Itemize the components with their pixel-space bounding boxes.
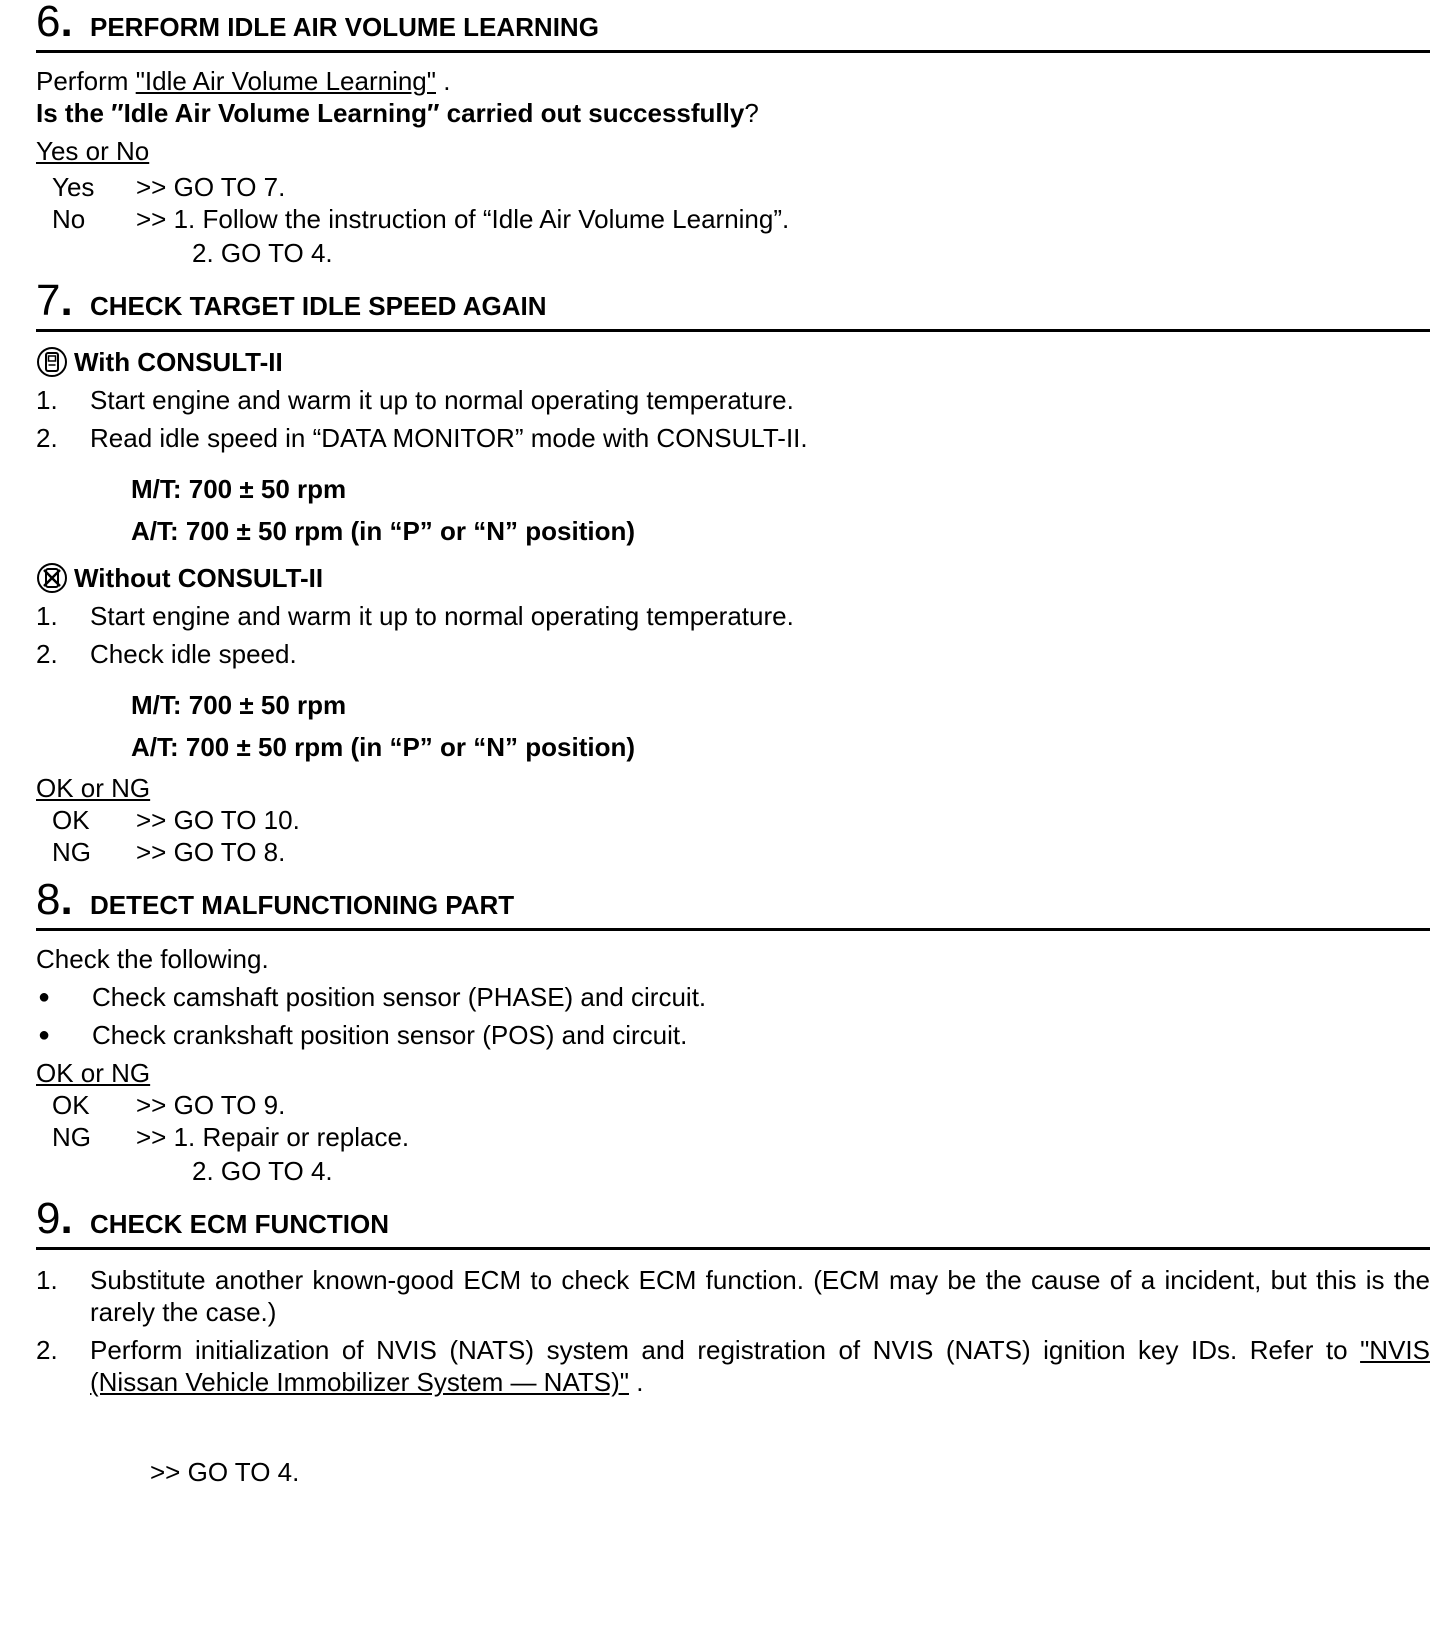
step-2-suffix: .: [628, 1367, 644, 1397]
answer-ng-step2: 2. GO TO 4.: [192, 1156, 333, 1186]
section-9-title: CHECK ECM FUNCTION: [90, 1209, 389, 1239]
step-number: 1.: [36, 1265, 58, 1295]
section-8-title: DETECT MALFUNCTIONING PART: [90, 890, 515, 920]
section-7-title: CHECK TARGET IDLE SPEED AGAIN: [90, 291, 547, 321]
with-step-2: [36, 422, 1430, 454]
section-6: [36, 0, 1430, 271]
with-step-1: [36, 384, 1430, 416]
with-consult-label: With CONSULT-II: [74, 347, 283, 377]
answer-ok: [36, 804, 1430, 836]
intro-text: Check the following.: [36, 944, 269, 974]
choice-label: OK or NG: [36, 773, 151, 803]
with-consult-heading: [36, 346, 1430, 378]
answer-key: Yes: [52, 172, 95, 202]
no-consult-icon: [36, 562, 68, 594]
answer-value: >> GO TO 7.: [136, 172, 286, 202]
final-goto: >> GO TO 4.: [150, 1457, 300, 1487]
section-8-header: [36, 874, 1430, 926]
question-text: Is the ″Idle Air Volume Learning″ carried out successfully: [36, 98, 745, 128]
bullet-item: [36, 981, 1430, 1013]
without-step-1: [36, 600, 1430, 632]
step-text: Check idle speed.: [90, 639, 297, 669]
answer-key: OK: [52, 805, 90, 835]
spec-mt: M/T: 700 ± 50 rpm: [131, 474, 347, 504]
section-9-header: [36, 1193, 1430, 1245]
bullet-item: [36, 1019, 1430, 1051]
step-number: 2.: [36, 1335, 58, 1365]
choice-label: Yes or No: [36, 136, 150, 166]
answer-ng: [36, 1121, 1430, 1153]
step-2-text: Perform initialization of NVIS (NATS) system and registration of NVIS (NATS) ignition key IDs. Refer to: [90, 1335, 1361, 1365]
step-number: 2.: [36, 423, 58, 453]
section-7-number: 7.: [36, 276, 73, 325]
answer-value: >> GO TO 8.: [136, 837, 286, 867]
without-consult-label: Without CONSULT-II: [74, 563, 324, 593]
choice-label: OK or NG: [36, 1058, 151, 1088]
without-consult-heading: [36, 562, 1430, 594]
answer-ng: [36, 836, 1430, 868]
step-number: 1.: [36, 601, 58, 631]
step-2: [36, 1334, 1430, 1398]
question-mark: ?: [744, 98, 759, 128]
answer-key: NG: [52, 1122, 91, 1152]
answer-key: NG: [52, 837, 91, 867]
section-9-rule: [36, 1247, 1430, 1250]
step-text: Start engine and warm it up to normal operating temperature.: [90, 601, 794, 631]
section-6-title: PERFORM IDLE AIR VOLUME LEARNING: [90, 12, 599, 42]
bullet-dot: ●: [38, 986, 51, 1008]
section-6-number: 6.: [36, 0, 73, 46]
section-8: [36, 874, 1430, 1189]
section-8-rule: [36, 928, 1430, 931]
answer-value: >> 1. Repair or replace.: [136, 1122, 410, 1152]
step-text: [90, 1334, 1430, 1398]
answer-value: >> 1. Follow the instruction of “Idle Air Volume Learning”.: [136, 204, 790, 234]
section-9: [36, 1193, 1430, 1488]
answer-key: No: [52, 204, 86, 234]
answer-no: [36, 203, 1430, 235]
answer-yes: [36, 171, 1430, 203]
question: [36, 97, 1430, 129]
section-7: [36, 275, 1430, 868]
section-8-number: 8.: [36, 875, 73, 924]
bullet-text: Check camshaft position sensor (PHASE) and circuit.: [92, 982, 707, 1012]
section-6-rule: [36, 50, 1430, 53]
section-9-number: 9.: [36, 1194, 73, 1243]
spec-at: A/T: 700 ± 50 rpm (in “P” or “N” position): [131, 516, 635, 546]
section-7-rule: [36, 329, 1430, 332]
answer-no-step2: 2. GO TO 4.: [192, 238, 333, 268]
section-6-header: [36, 0, 1430, 48]
answer-value: >> GO TO 10.: [136, 805, 300, 835]
consult-icon: [36, 346, 68, 378]
spec-mt-2: M/T: 700 ± 50 rpm: [131, 690, 347, 720]
section-7-header: [36, 275, 1430, 327]
step-number: 1.: [36, 385, 58, 415]
answer-ok: [36, 1089, 1430, 1121]
step-text: Start engine and warm it up to normal operating temperature.: [90, 385, 794, 415]
step-text: Read idle speed in “DATA MONITOR” mode with CONSULT-II.: [90, 423, 808, 453]
idle-air-volume-learning-link[interactable]: "Idle Air Volume Learning": [135, 66, 436, 96]
answer-key: OK: [52, 1090, 90, 1120]
answer-value: >> GO TO 9.: [136, 1090, 286, 1120]
step-1: [36, 1264, 1430, 1328]
spec-at-2: A/T: 700 ± 50 rpm (in “P” or “N” position): [131, 732, 635, 762]
without-step-2: [36, 638, 1430, 670]
bullet-dot: ●: [38, 1024, 51, 1046]
step-number: 2.: [36, 639, 58, 669]
document-page: [36, 0, 1430, 1488]
perform-suffix: .: [436, 66, 451, 96]
perform-prefix: Perform: [36, 66, 136, 96]
step-text: Substitute another known-good ECM to check ECM function. (ECM may be the cause of a incident, but this is the rarely the case.): [90, 1265, 1430, 1327]
perform-line: [36, 65, 1430, 97]
nvis-link[interactable]: "NVIS (Nissan Vehicle Immobilizer System — NATS)": [90, 1335, 1430, 1397]
bullet-text: Check crankshaft position sensor (POS) and circuit.: [92, 1020, 688, 1050]
